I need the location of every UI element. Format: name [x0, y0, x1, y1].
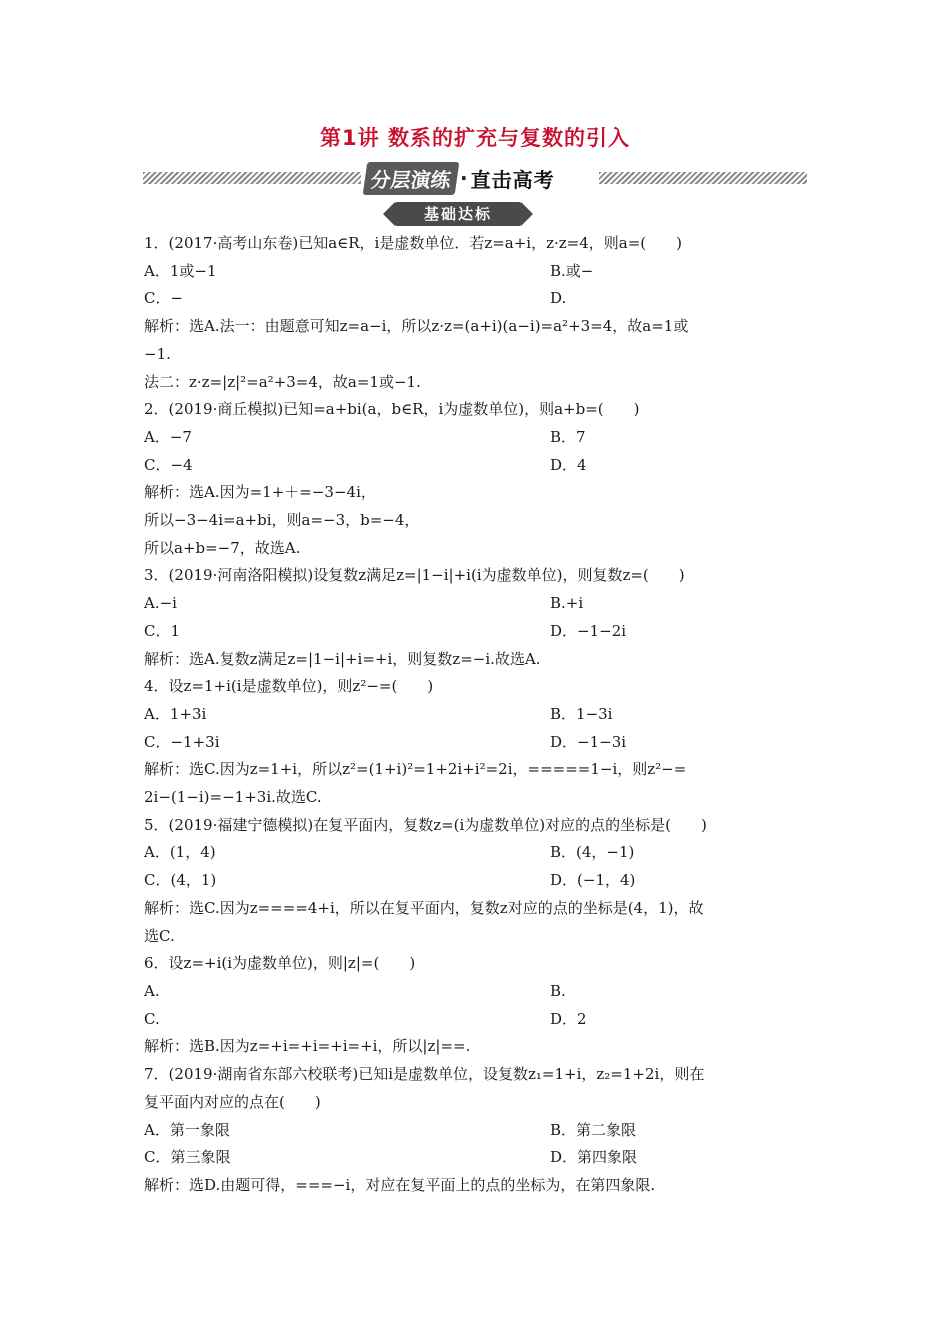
text-line: 3．(2019·河南洛阳模拟)设复数z满足z=|1−i|+i(i为虚数单位)，则复数z=( ) [144, 566, 685, 585]
option-row [144, 978, 808, 1006]
text-line: 法二：z·z=|z|²=a²+3=4，故a=1或−1. [144, 372, 421, 391]
option-left: C．第三象限 [144, 1148, 231, 1167]
option-row [144, 258, 808, 286]
option-right: B．第二象限 [550, 1120, 637, 1139]
text-line: 所以−3−4i=a+bi，则a=−3，b=−4， [144, 511, 420, 530]
text-line: 复平面内对应的点在( ) [144, 1092, 321, 1111]
option-left: A．第一象限 [144, 1120, 230, 1139]
option-left: A．1+3i [144, 704, 207, 723]
option-right: D．−1−2i [550, 621, 627, 640]
banner-dot: · [460, 166, 468, 190]
text-line: 解析：选B.因为z=+i=+i=+i=+i，所以|z|==. [144, 1037, 471, 1056]
option-right: B.+i [550, 594, 584, 613]
section-banner [143, 162, 807, 196]
option-row [144, 285, 808, 313]
option-row [144, 729, 808, 757]
option-left: C．1 [144, 621, 181, 640]
option-left: A．−7 [144, 427, 192, 446]
banner-hatch-left [143, 172, 361, 184]
option-row [144, 452, 808, 480]
banner-part1: 分层演练 [363, 162, 460, 195]
text-line: 解析：选A.法一：由题意可知z=a−i，所以z·z=(a+i)(a−i)=a²+3=4，故a=1或 [144, 317, 689, 336]
text-line: 选C. [144, 926, 175, 945]
option-left: C．−4 [144, 455, 193, 474]
text-line: 解析：选C.因为z====4+i，所以在复平面内，复数z对应的点的坐标是(4，1)，故 [144, 898, 704, 917]
subsection-tip-right [521, 202, 533, 226]
text-line: 1．(2017·高考山东卷)已知a∈R，i是虚数单位．若z=a+i，z·z=4，则a=( ) [144, 234, 683, 252]
subsection-label [383, 202, 533, 226]
option-row [144, 618, 808, 646]
page-title: 第1讲 数系的扩充与复数的引入 [320, 126, 630, 150]
text-line: 7．(2019·湖南省东部六校联考)已知i是虚数单位，设复数z₁=1+i，z₂=1+2i，则在 [144, 1065, 705, 1084]
option-left: A．(1，4) [144, 843, 216, 862]
banner-text [361, 162, 599, 194]
text-line: 解析：选C.因为z=1+i，所以z²=(1+i)²=1+2i+i²=2i，=====1−i，则z²−= [144, 760, 687, 779]
option-row [144, 867, 808, 895]
option-right: D．(−1，4) [550, 871, 636, 890]
option-right: B．7 [550, 427, 586, 446]
option-left: C. [144, 1009, 160, 1028]
subsection-title: 基础达标 [423, 205, 492, 223]
option-row [144, 1144, 808, 1172]
subsection-tip-left [383, 202, 395, 226]
option-row [144, 839, 808, 867]
option-right: D．−1−3i [550, 732, 627, 751]
option-row [144, 701, 808, 729]
option-right: D．第四象限 [550, 1148, 638, 1167]
option-row [144, 1006, 808, 1034]
banner-part2: 直击高考 [470, 167, 555, 192]
option-left: C．(4，1) [144, 871, 217, 890]
option-right: D．2 [550, 1009, 587, 1028]
option-right: B．(4，−1) [550, 843, 635, 862]
option-left: A.−i [144, 594, 177, 613]
text-line: 6．设z=+i(i为虚数单位)，则|z|=( ) [144, 954, 416, 973]
option-left: A．1或−1 [144, 261, 217, 280]
text-line: 解析：选A.因为=1+＋=−3−4i， [144, 483, 376, 502]
text-line: 解析：选A.复数z满足z=|1−i|+i=+i，则复数z=−i.故选A. [144, 649, 541, 668]
text-line: 5．(2019·福建宁德模拟)在复平面内，复数z=(i为虚数单位)对应的点的坐标是( ) [144, 815, 707, 834]
option-right: D. [550, 289, 567, 308]
option-row [144, 590, 808, 618]
option-right: B.或− [550, 261, 594, 280]
exercise-content [144, 230, 808, 1200]
option-left: A. [144, 981, 160, 1000]
text-line: 2i−(1−i)=−1+3i.故选C. [144, 788, 322, 807]
option-row [144, 1117, 808, 1145]
option-row [144, 424, 808, 452]
option-right: B. [550, 981, 566, 1000]
text-line: 4．设z=1+i(i是虚数单位)，则z²−=( ) [144, 677, 434, 696]
text-line: 解析：选D.由题可得，===−i，对应在复平面上的点的坐标为，在第四象限. [144, 1175, 656, 1194]
option-left: C．− [144, 289, 184, 308]
text-line: −1. [144, 344, 171, 363]
text-line: 2．(2019·商丘模拟)已知=a+bi(a，b∈R，i为虚数单位)，则a+b=( ) [144, 400, 640, 419]
text-line: 所以a+b=−7，故选A. [144, 538, 301, 557]
option-right: B．1−3i [550, 704, 613, 723]
banner-hatch-right [599, 172, 807, 184]
option-left: C．−1+3i [144, 732, 220, 751]
option-right: D．4 [550, 455, 587, 474]
